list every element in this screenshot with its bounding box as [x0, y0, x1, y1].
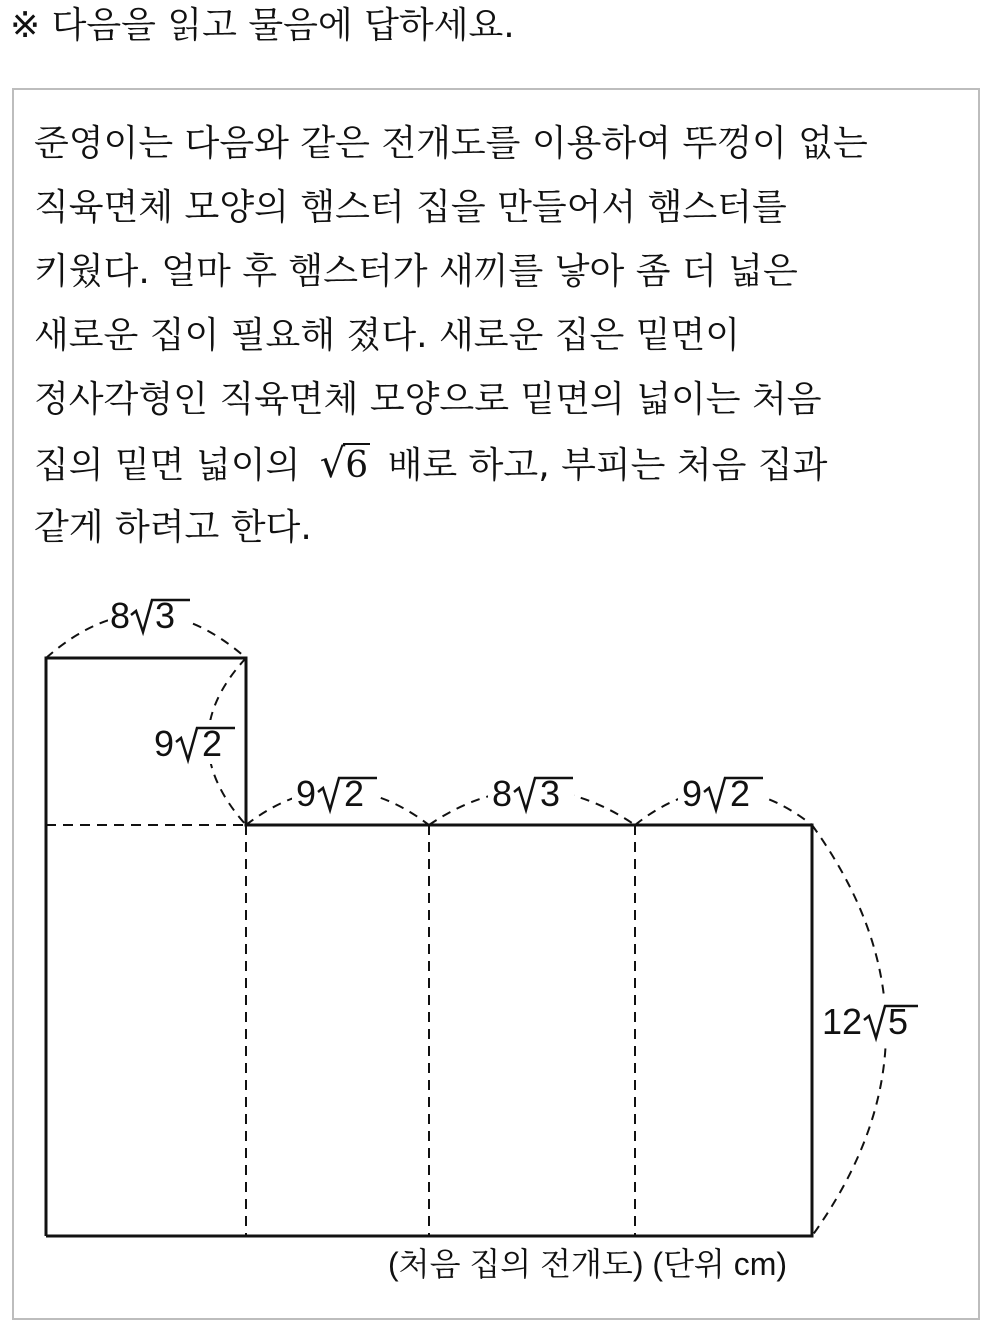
radicand: 6 — [345, 445, 369, 486]
label-coef: 9 — [682, 773, 703, 814]
label-top-flap-width — [108, 595, 190, 637]
label-coef: 8 — [110, 595, 131, 636]
passage-line: 같게 하려고 한다. — [34, 507, 312, 548]
radical-sign: √ — [319, 441, 346, 487]
net-fold-lines — [46, 825, 635, 1236]
label-segment-2 — [488, 770, 574, 814]
label-radicand: 5 — [888, 1001, 909, 1042]
passage-line: 키웠다. 얼마 후 햄스터가 새끼를 낳아 좀 더 넓은 — [34, 251, 798, 292]
label-radicand: 3 — [155, 595, 176, 636]
instruction-text: ※ 다음을 읽고 물음에 답하세요. — [10, 5, 515, 46]
passage-line: 새로운 집이 필요해 졌다. 새로운 집은 밑면이 — [34, 315, 741, 356]
passage-line: 준영이는 다음와 같은 전개도를 이용하여 뚜껑이 없는 — [34, 123, 868, 164]
diagram-caption: (처음 집의 전개도) (단위 cm) — [388, 1246, 788, 1282]
passage-text: 집의 밑면 넓이의 — [34, 445, 301, 486]
label-height — [818, 998, 918, 1044]
label-coef: 12 — [822, 1001, 863, 1042]
label-coef: 8 — [492, 773, 513, 814]
label-coef: 9 — [154, 723, 175, 764]
label-radicand: 2 — [344, 773, 365, 814]
passage-text: 배로 하고, 부피는 처음 집과 — [387, 445, 828, 486]
dimension-arcs — [46, 614, 886, 1236]
label-radicand: 2 — [730, 773, 751, 814]
passage-line: 직육면체 모양의 햄스터 집을 만들어서 햄스터를 — [34, 187, 787, 228]
label-top-flap-height — [150, 720, 236, 764]
passage-line: 정사각형인 직육면체 모양으로 밑면의 넓이는 처음 — [34, 379, 822, 420]
label-coef: 9 — [296, 773, 317, 814]
label-radicand: 3 — [540, 773, 561, 814]
label-radicand: 2 — [202, 723, 223, 764]
label-segment-3 — [678, 770, 764, 814]
label-segment-1 — [292, 770, 378, 814]
